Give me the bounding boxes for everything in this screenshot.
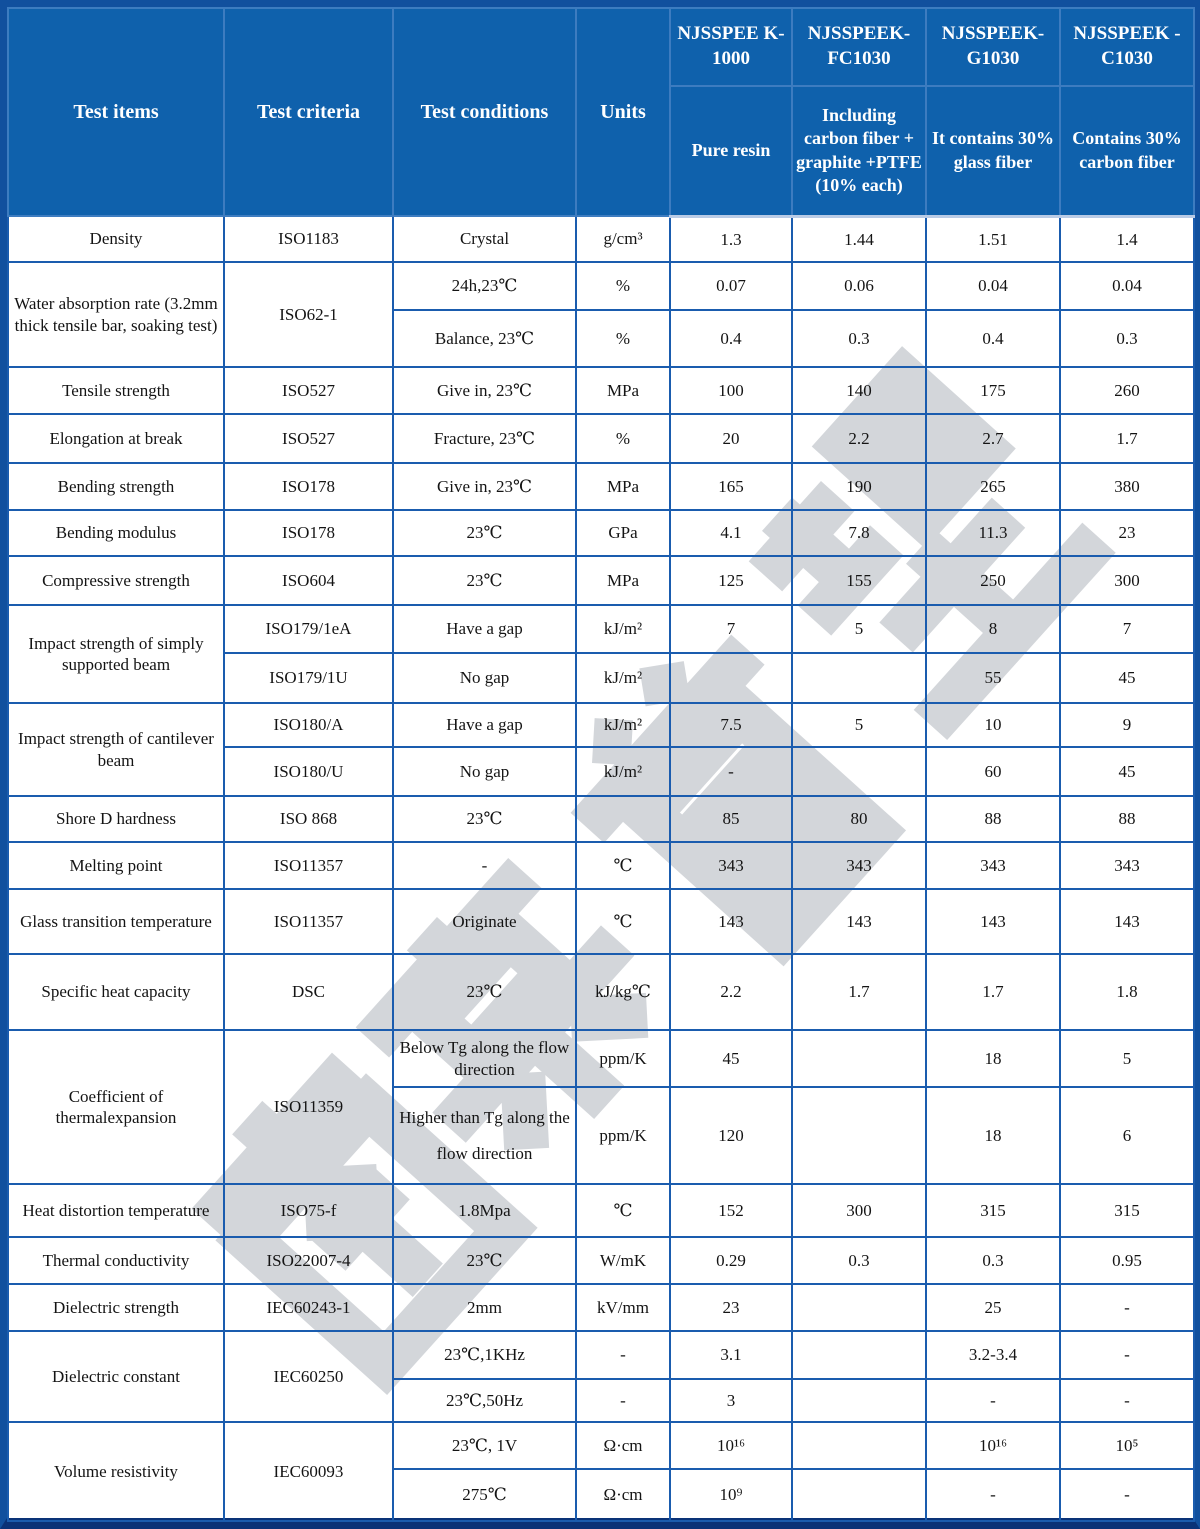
cell-criteria: ISO604 [224,556,393,605]
table-row [8,605,1194,653]
cell-value: 88 [926,796,1060,842]
cell-condition: Balance, 23℃ [393,310,576,367]
cell-item: Melting point [8,842,224,889]
cell-value: 1.7 [926,954,1060,1030]
cell-criteria: ISO527 [224,414,393,463]
cell-value: 10 [926,703,1060,747]
table-row [8,510,1194,556]
cell-value: 1.51 [926,216,1060,262]
cell-value: 343 [792,842,926,889]
cell-condition: 23℃,50Hz [393,1379,576,1422]
cell-criteria: ISO1183 [224,216,393,262]
cell-unit: kJ/m² [576,653,670,703]
table-row [8,414,1194,463]
cell-value: 45 [670,1030,792,1087]
cell-value: 7 [670,605,792,653]
cell-item: Coefficient of thermalexpansion [8,1030,224,1184]
cell-value: 260 [1060,367,1194,414]
cell-value: 88 [1060,796,1194,842]
cell-item: Tensile strength [8,367,224,414]
cell-value: 0.07 [670,262,792,310]
cell-value: 250 [926,556,1060,605]
cell-value: 11.3 [926,510,1060,556]
table-row [8,367,1194,414]
cell-value: - [1060,1469,1194,1521]
table-row [8,556,1194,605]
cell-value: 25 [926,1284,1060,1331]
cell-value: 5 [792,605,926,653]
cell-unit: kJ/m² [576,703,670,747]
cell-condition: 23℃ [393,796,576,842]
cell-value: - [670,747,792,796]
cell-value: 6 [1060,1087,1194,1184]
cell-value: - [926,1469,1060,1521]
cell-value: 190 [792,463,926,510]
cell-value: - [1060,1379,1194,1422]
cell-item: Bending modulus [8,510,224,556]
cell-value: 9 [1060,703,1194,747]
cell-criteria: ISO11359 [224,1030,393,1184]
cell-value: 10⁹ [670,1469,792,1521]
cell-item: Compressive strength [8,556,224,605]
header-test-conditions: Test conditions [393,8,576,216]
cell-condition: Give in, 23℃ [393,463,576,510]
cell-condition: No gap [393,747,576,796]
cell-condition: 1.8Mpa [393,1184,576,1237]
cell-criteria: IEC60093 [224,1422,393,1521]
cell-value: 1.3 [670,216,792,262]
cell-unit: ℃ [576,842,670,889]
cell-condition: Have a gap [393,703,576,747]
cell-value: 265 [926,463,1060,510]
cell-unit: kJ/m² [576,747,670,796]
table-row [8,954,1194,1030]
cell-value: 315 [926,1184,1060,1237]
table-row [8,1237,1194,1284]
cell-value: 120 [670,1087,792,1184]
cell-value: 380 [1060,463,1194,510]
cell-value: 125 [670,556,792,605]
cell-unit: % [576,262,670,310]
product-description-c1030: Contains 30% carbon fiber [1060,86,1194,216]
material-properties-table [7,7,1195,1522]
header-units: Units [576,8,670,216]
cell-unit: g/cm³ [576,216,670,262]
cell-unit: MPa [576,367,670,414]
cell-unit: ppm/K [576,1087,670,1184]
cell-item: Impact strength of simply supported beam [8,605,224,703]
cell-condition: Fracture, 23℃ [393,414,576,463]
header-test-items: Test items [8,8,224,216]
cell-unit [576,796,670,842]
cell-value: 5 [792,703,926,747]
cell-condition: Higher than Tg along the flow direction [393,1087,576,1184]
cell-item: Dielectric constant [8,1331,224,1422]
cell-criteria: IEC60250 [224,1331,393,1422]
table-row [8,1284,1194,1331]
cell-value: 10¹⁶ [926,1422,1060,1469]
cell-value: 3.1 [670,1331,792,1379]
cell-value: 20 [670,414,792,463]
cell-value: 343 [1060,842,1194,889]
cell-value: 7.8 [792,510,926,556]
cell-value: 55 [926,653,1060,703]
cell-value: 0.95 [1060,1237,1194,1284]
cell-value: 0.04 [926,262,1060,310]
table-row [8,463,1194,510]
header-product-fc1030: NJSSPEEK-FC1030 [792,8,926,86]
cell-criteria: ISO22007-4 [224,1237,393,1284]
cell-value: 0.4 [926,310,1060,367]
cell-criteria: DSC [224,954,393,1030]
cell-condition: 23℃ [393,510,576,556]
cell-value: 80 [792,796,926,842]
cell-item: Density [8,216,224,262]
cell-value: 23 [1060,510,1194,556]
cell-condition: Have a gap [393,605,576,653]
cell-condition: 23℃ [393,1237,576,1284]
cell-value: 0.06 [792,262,926,310]
cell-value: 175 [926,367,1060,414]
cell-value: 152 [670,1184,792,1237]
cell-value [792,1422,926,1469]
cell-unit: - [576,1331,670,1379]
cell-value: 1.7 [1060,414,1194,463]
cell-item: Volume resistivity [8,1422,224,1521]
cell-unit: kJ/m² [576,605,670,653]
cell-value: 0.4 [670,310,792,367]
cell-value: 18 [926,1030,1060,1087]
cell-unit: MPa [576,463,670,510]
cell-condition: 2mm [393,1284,576,1331]
cell-unit: kJ/kg℃ [576,954,670,1030]
cell-value: 300 [792,1184,926,1237]
cell-criteria: ISO11357 [224,889,393,954]
cell-criteria: ISO180/U [224,747,393,796]
cell-item: Heat distortion temperature [8,1184,224,1237]
cell-unit: ℃ [576,1184,670,1237]
cell-item: Specific heat capacity [8,954,224,1030]
cell-value: 60 [926,747,1060,796]
cell-item: Elongation at break [8,414,224,463]
cell-item: Glass transition temperature [8,889,224,954]
table-row [8,842,1194,889]
cell-value: 7 [1060,605,1194,653]
cell-value [792,1379,926,1422]
cell-value: 0.3 [792,1237,926,1284]
cell-criteria: ISO11357 [224,842,393,889]
cell-item: Impact strength of cantilever beam [8,703,224,796]
cell-value [792,1331,926,1379]
cell-value: 143 [1060,889,1194,954]
cell-unit: ppm/K [576,1030,670,1087]
cell-value: 140 [792,367,926,414]
cell-item: Shore D hardness [8,796,224,842]
cell-value [792,1284,926,1331]
cell-value: 10⁵ [1060,1422,1194,1469]
cell-value: 45 [1060,653,1194,703]
cell-criteria: ISO179/1U [224,653,393,703]
cell-value: - [1060,1331,1194,1379]
cell-unit: W/mK [576,1237,670,1284]
table-row [8,1184,1194,1237]
cell-condition: 275℃ [393,1469,576,1521]
cell-condition: - [393,842,576,889]
cell-value: 45 [1060,747,1194,796]
cell-unit: GPa [576,510,670,556]
cell-criteria: ISO179/1eA [224,605,393,653]
cell-value: 1.4 [1060,216,1194,262]
cell-value: 143 [926,889,1060,954]
header-product-k1000: NJSSPEE K-1000 [670,8,792,86]
cell-value [792,1469,926,1521]
cell-condition: Originate [393,889,576,954]
cell-value: 0.3 [926,1237,1060,1284]
cell-value: 343 [670,842,792,889]
cell-value: 7.5 [670,703,792,747]
cell-value: 1.7 [792,954,926,1030]
cell-value: 10¹⁶ [670,1422,792,1469]
cell-criteria: ISO180/A [224,703,393,747]
cell-value: 143 [670,889,792,954]
cell-value: 2.2 [792,414,926,463]
cell-criteria: ISO527 [224,367,393,414]
cell-item: Dielectric strength [8,1284,224,1331]
cell-unit: kV/mm [576,1284,670,1331]
cell-value: 155 [792,556,926,605]
cell-item: Bending strength [8,463,224,510]
cell-unit: Ω·cm [576,1422,670,1469]
header-test-criteria: Test criteria [224,8,393,216]
cell-value: 165 [670,463,792,510]
header-product-c1030: NJSSPEEK -C1030 [1060,8,1194,86]
cell-item: Thermal conductivity [8,1237,224,1284]
cell-criteria: ISO178 [224,510,393,556]
product-description-g1030: It contains 30% glass fiber [926,86,1060,216]
cell-condition: 24h,23℃ [393,262,576,310]
cell-value: 2.2 [670,954,792,1030]
cell-unit: ℃ [576,889,670,954]
table-row [8,889,1194,954]
cell-condition: Give in, 23℃ [393,367,576,414]
cell-value: 85 [670,796,792,842]
table-row [8,1331,1194,1379]
cell-condition: 23℃, 1V [393,1422,576,1469]
cell-value: 23 [670,1284,792,1331]
product-description-fc1030: Including carbon fiber + graphite +PTFE (10% each) [792,86,926,216]
cell-unit: - [576,1379,670,1422]
cell-value: 0.04 [1060,262,1194,310]
cell-value [792,747,926,796]
cell-value [792,653,926,703]
header-row-products [8,8,1194,86]
cell-condition: No gap [393,653,576,703]
table-row [8,1422,1194,1469]
cell-value: 0.29 [670,1237,792,1284]
cell-criteria: ISO75-f [224,1184,393,1237]
cell-unit: Ω·cm [576,1469,670,1521]
header-product-g1030: NJSSPEEK-G1030 [926,8,1060,86]
cell-value: 1.44 [792,216,926,262]
table-row [8,703,1194,747]
cell-value: - [926,1379,1060,1422]
cell-value: 0.3 [1060,310,1194,367]
cell-value: 100 [670,367,792,414]
cell-value: 5 [1060,1030,1194,1087]
cell-condition: 23℃ [393,954,576,1030]
cell-value: 315 [1060,1184,1194,1237]
product-description-k1000: Pure resin [670,86,792,216]
cell-condition: 23℃ [393,556,576,605]
cell-value: 300 [1060,556,1194,605]
cell-value: 343 [926,842,1060,889]
cell-value: 3 [670,1379,792,1422]
cell-value [792,1030,926,1087]
cell-item: Water absorption rate (3.2mm thick tensile bar, soaking test) [8,262,224,367]
cell-criteria: IEC60243-1 [224,1284,393,1331]
table-row [8,216,1194,262]
cell-unit: MPa [576,556,670,605]
cell-criteria: ISO178 [224,463,393,510]
cell-value: 2.7 [926,414,1060,463]
table-row [8,1030,1194,1087]
cell-criteria: ISO62-1 [224,262,393,367]
cell-value: 143 [792,889,926,954]
table-row [8,796,1194,842]
cell-value [792,1087,926,1184]
cell-value: 3.2-3.4 [926,1331,1060,1379]
cell-value: - [1060,1284,1194,1331]
cell-value: 4.1 [670,510,792,556]
cell-condition: Crystal [393,216,576,262]
cell-condition: 23℃,1KHz [393,1331,576,1379]
cell-unit: % [576,310,670,367]
table-row [8,262,1194,310]
cell-value: 0.3 [792,310,926,367]
cell-criteria: ISO 868 [224,796,393,842]
cell-condition: Below Tg along the flow direction [393,1030,576,1087]
cell-value: 8 [926,605,1060,653]
cell-unit: % [576,414,670,463]
cell-value: 18 [926,1087,1060,1184]
cell-value [670,653,792,703]
cell-value: 1.8 [1060,954,1194,1030]
